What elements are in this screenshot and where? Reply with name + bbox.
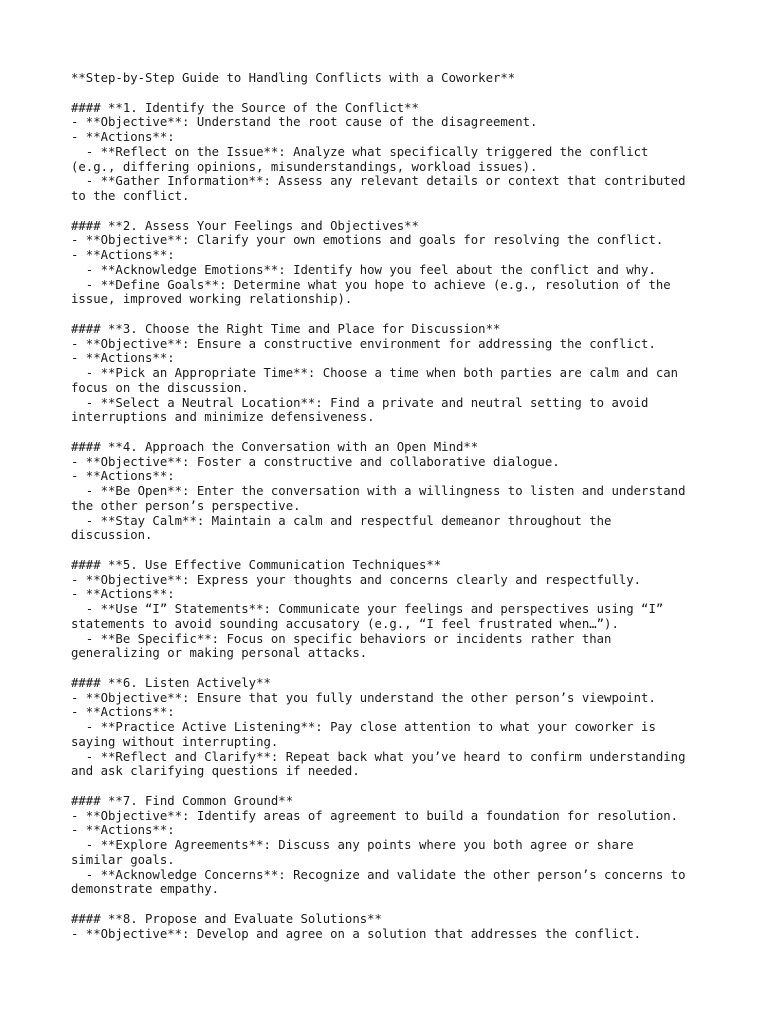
text-line: - **Actions**: <box>71 248 175 262</box>
section-6 <box>71 676 761 779</box>
section-2 <box>71 219 761 308</box>
text-line: similar goals. <box>71 852 175 867</box>
text-line: - **Actions**: <box>71 351 175 366</box>
text-line: - **Reflect and Clarify**: Repeat back what you’ve heard to confirm understanding <box>71 749 686 764</box>
text-line: - **Be Specific**: Focus on specific behaviors or incidents rather than <box>71 631 612 646</box>
section-heading: #### **1. Identify the Source of the Conflict** <box>71 100 419 115</box>
text-line: statements to avoid sounding accusatory (e.g., “I feel frustrated when…”). <box>71 616 619 631</box>
text-line: - **Objective**: Clarify your own emotions and goals for resolving the conflict. <box>71 233 664 248</box>
text-line: - **Actions**: <box>71 130 175 144</box>
text-line: - **Reflect on the Issue**: Analyze what specifically triggered the conflict <box>71 144 649 159</box>
text-line: - **Be Open**: Enter the conversation with a willingness to listen and understand <box>71 484 686 498</box>
text-line: focus on the discussion. <box>71 380 249 395</box>
text-line: - **Objective**: Understand the root cause of the disagreement. <box>71 115 538 130</box>
text-line: to the conflict. <box>71 189 190 203</box>
text-line: - **Practice Active Listening**: Pay close attention to what your coworker is <box>71 720 656 734</box>
text-line: - **Pick an Appropriate Time**: Choose a time when both parties are calm and can <box>71 366 679 380</box>
text-line: saying without interrupting. <box>71 734 279 749</box>
section-heading: #### **3. Choose the Right Time and Place for Discussion** <box>71 321 501 336</box>
section-heading: #### **5. Use Effective Communication Techniques** <box>71 557 442 572</box>
text-line: - **Define Goals**: Determine what you hope to achieve (e.g., resolution of the <box>71 277 671 292</box>
section-1 <box>71 101 761 204</box>
text-line: - **Actions**: <box>71 587 175 602</box>
text-line: - **Objective**: Ensure that you fully understand the other person’s viewpoint. <box>71 690 656 705</box>
section-heading: #### **2. Assess Your Feelings and Objectives** <box>71 218 419 233</box>
document-page <box>71 71 761 941</box>
text-line: - **Actions**: <box>71 705 175 720</box>
text-line: - **Objective**: Foster a constructive and collaborative dialogue. <box>71 454 560 469</box>
section-3 <box>71 322 761 425</box>
text-line: demonstrate empathy. <box>71 882 220 897</box>
section-heading: #### **6. Listen Actively** <box>71 675 271 690</box>
text-line: - **Acknowledge Emotions**: Identify how you feel about the conflict and why. <box>71 262 656 277</box>
text-line: - **Select a Neutral Location**: Find a private and neutral setting to avoid <box>71 395 649 410</box>
text-line: - **Objective**: Identify areas of agreement to build a foundation for resolution. <box>71 808 679 823</box>
text-line: - **Objective**: Express your thoughts and concerns clearly and respectfully. <box>71 572 642 587</box>
text-line: - **Explore Agreements**: Discuss any points where you both agree or share <box>71 838 634 852</box>
text-line: - **Use “I” Statements**: Communicate your feelings and perspectives using “I” <box>71 602 664 616</box>
document-title: **Step-by-Step Guide to Handling Conflicts with a Coworker** <box>71 71 516 85</box>
text-line: - **Actions**: <box>71 823 175 838</box>
text-line: discussion. <box>71 528 153 543</box>
section-8 <box>71 912 761 942</box>
text-line: - **Stay Calm**: Maintain a calm and respectful demeanor throughout the <box>71 513 612 528</box>
section-heading: #### **7. Find Common Ground** <box>71 793 294 808</box>
section-heading: #### **8. Propose and Evaluate Solutions** <box>71 911 382 926</box>
section-7 <box>71 794 761 897</box>
text-line: and ask clarifying questions if needed. <box>71 764 360 779</box>
text-line: - **Objective**: Ensure a constructive environment for addressing the conflict. <box>71 336 656 351</box>
text-line: generalizing or making personal attacks. <box>71 646 368 661</box>
text-line: - **Actions**: <box>71 469 175 484</box>
text-line: - **Gather Information**: Assess any relevant details or context that contributed <box>71 174 686 189</box>
section-4 <box>71 440 761 543</box>
section-5 <box>71 558 761 661</box>
text-line: - **Objective**: Develop and agree on a solution that addresses the conflict. <box>71 926 642 941</box>
text-line: - **Acknowledge Concerns**: Recognize and validate the other person’s concerns to <box>71 867 686 882</box>
section-heading: #### **4. Approach the Conversation with an Open Mind** <box>71 439 479 454</box>
text-line: the other person’s perspective. <box>71 498 301 513</box>
text-line: interruptions and minimize defensiveness. <box>71 410 375 425</box>
text-line: (e.g., differing opinions, misunderstandings, workload issues). <box>71 159 538 174</box>
text-line: issue, improved working relationship). <box>71 292 353 307</box>
